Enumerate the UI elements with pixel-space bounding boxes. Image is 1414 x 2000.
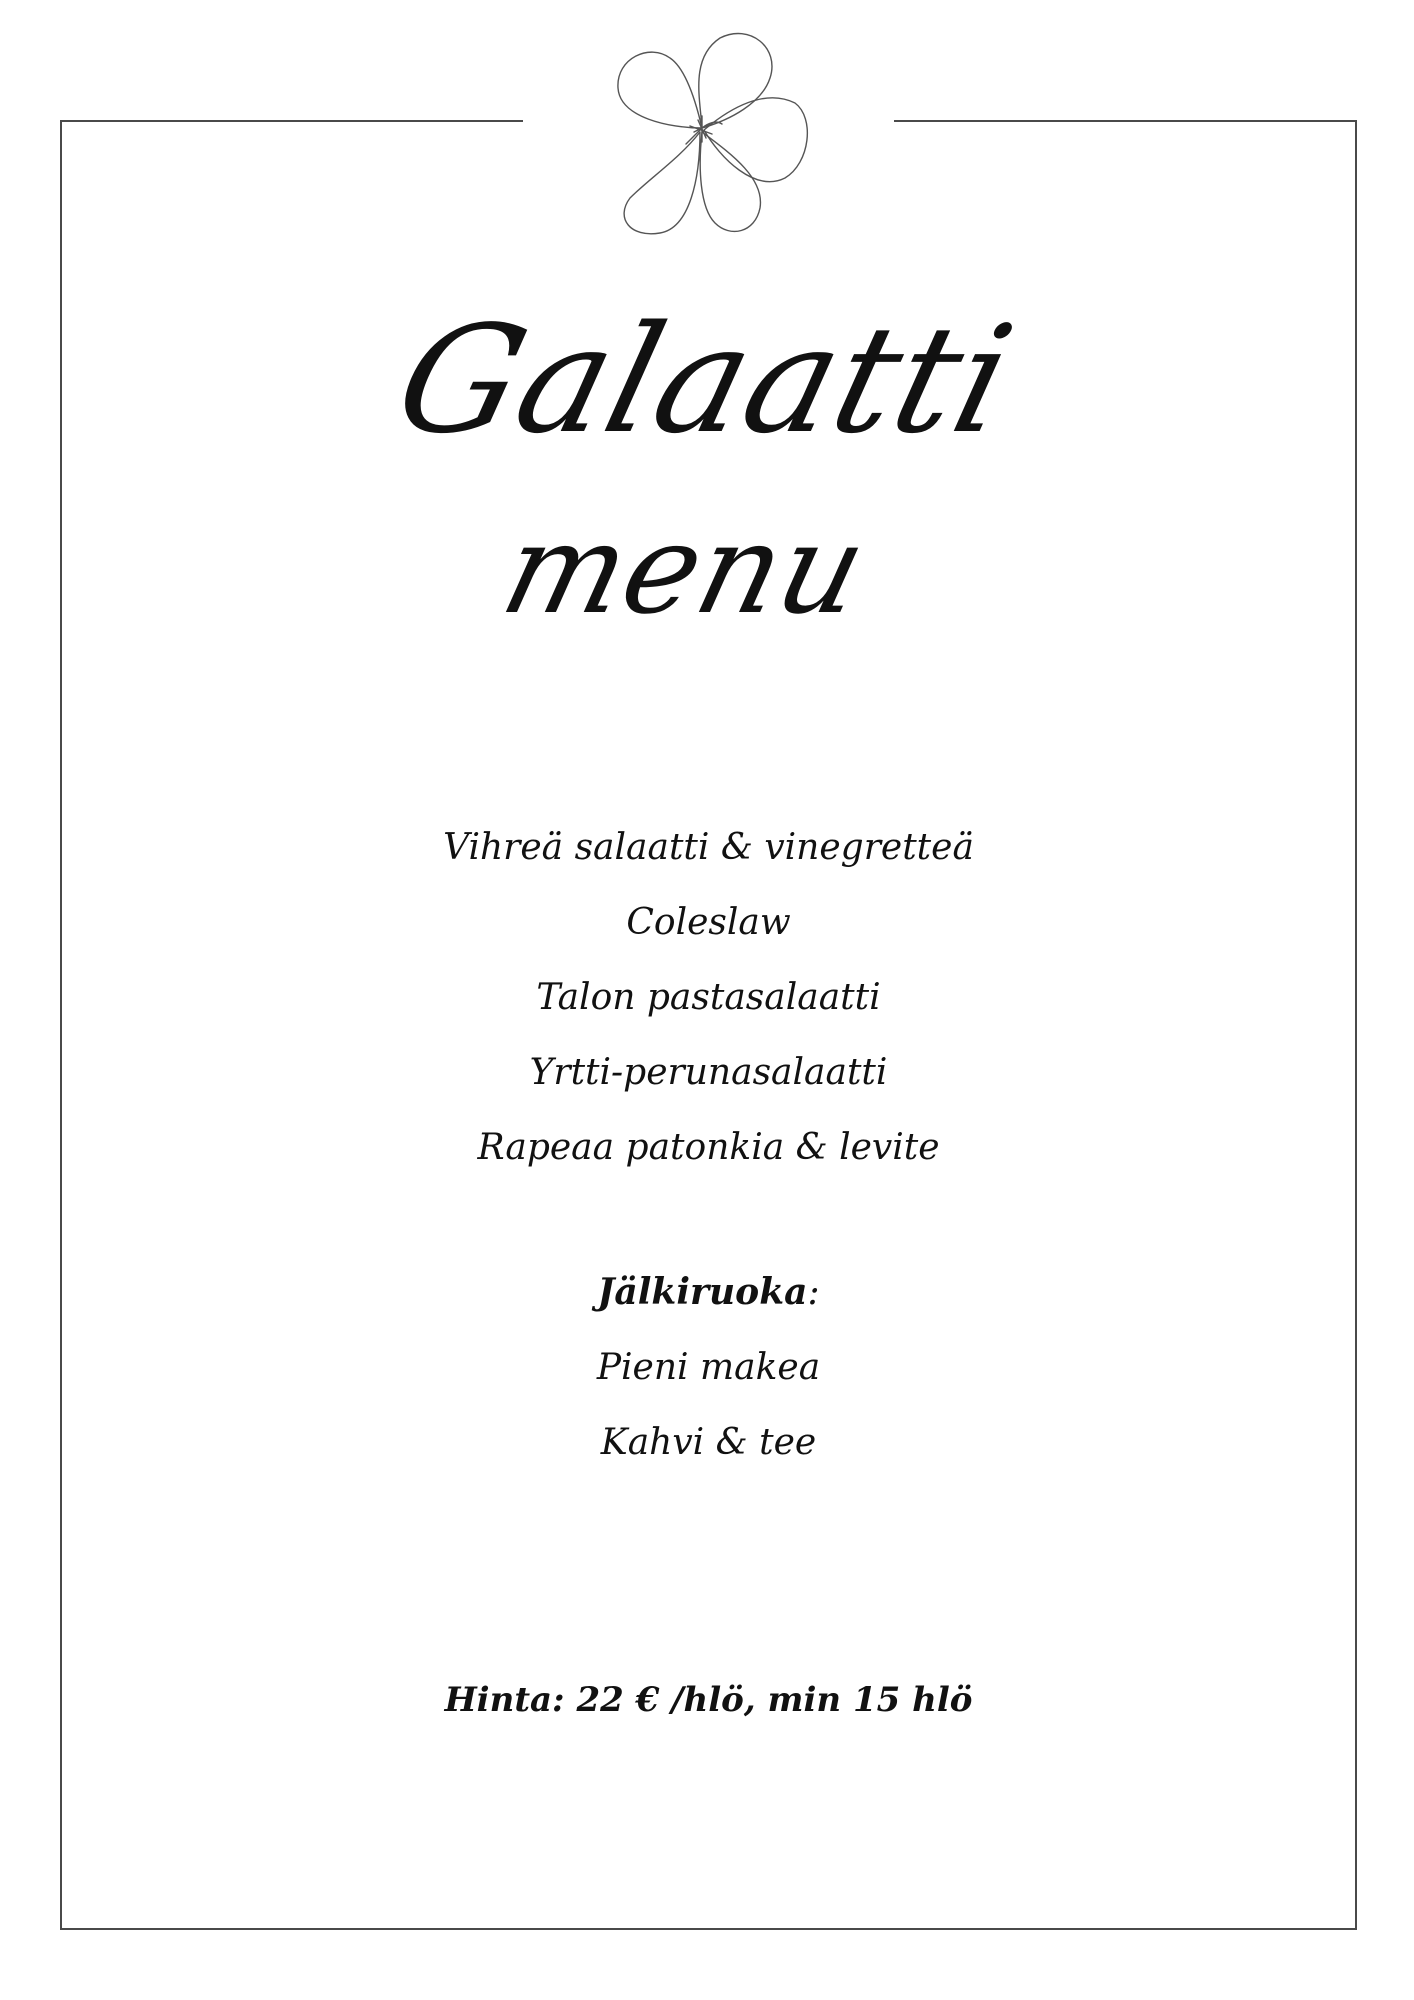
dessert-heading bbox=[60, 1255, 1357, 1330]
menu-title bbox=[380, 285, 1030, 685]
title-line-menu: menu bbox=[489, 498, 881, 642]
dessert-heading-colon: : bbox=[807, 1272, 820, 1313]
flower-line-art-icon bbox=[590, 28, 820, 243]
dessert-item: Kahvi & tee bbox=[600, 1422, 817, 1463]
dessert-list bbox=[60, 1330, 1357, 1480]
menu-item: Rapeaa patonkia & levite bbox=[477, 1127, 940, 1168]
dessert-item: Pieni makea bbox=[596, 1347, 821, 1388]
menu-item: Yrtti-perunasalaatti bbox=[529, 1052, 888, 1093]
price-label: Hinta: 22 € /hlö, min 15 hlö bbox=[444, 1680, 973, 1720]
frame-top-right-line bbox=[894, 120, 1356, 122]
menu-item: Talon pastasalaatti bbox=[536, 977, 881, 1018]
frame-bottom-line bbox=[60, 1928, 1357, 1930]
title-line-galaatti: Galaatti bbox=[381, 294, 1029, 466]
dessert-heading-label: Jälkiruoka bbox=[597, 1271, 808, 1313]
menu-item: Coleslaw bbox=[626, 902, 791, 943]
menu-item: Vihreä salaatti & vinegretteä bbox=[443, 827, 974, 868]
salad-menu-list bbox=[60, 810, 1357, 1185]
frame-top-left-line bbox=[60, 120, 523, 122]
